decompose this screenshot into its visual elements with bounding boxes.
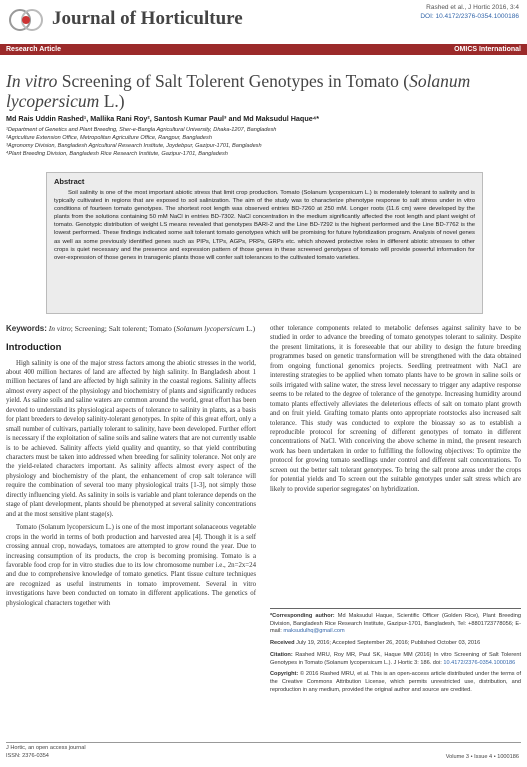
intro-paragraph-3: other tolerance components related to metabolic defenses against salinity have to be studied in order to advance the breeding of tomato genotypes tolerant to salinity. Despite the present limitations, it is foreseeable that our ability to design the future breeding programmes based on genetic transformation will be strengthened with the data obtained from ongoing functional genomics projects. Seedling pretreatment with NaCl are interesting strategies to be applied when tomato plants have to be grown in saline soils or soils irrigated with saline water, the stress level necessary to trigger any adaptive response seems to be related to the degree of tolerance of the genotype. Increasing humidity around tomato plants effectively alleviates the deleterious effects of salt on tomato plant growth and on fruit yield. Grafting tomato plants onto appropriate rootstocks also increased salt tolerance. This study was conducted to explore the bioassay so as to establish a reproducible protocol for screening of different genotypes of tomato in different concentrations of NaCl. With conceiving the above scheme in mind, the present research work has been undertaken in order to fulfilling the following objectives: To optimize the protocol for growing tomato seedlings under control and different salt concentrations. To screen out the better salt tolerant genotypes. To bring the salt prone areas under the crops for potential yields and To screen out the suitable genotypes under salt stress which are likely to provide superior segregates' on hybridization. (270, 325, 521, 493)
corr-text: Md Maksudul Haque, Scientific Officer (Golden Rice), Plant Breeding Division, Bangladesh Rice Research Institute, Gazipur-1701, Bangladesh, Tel: +8801723778056; E-mail: (270, 613, 521, 635)
abstract-heading: Abstract (54, 177, 85, 186)
copyright-text: © 2016 Rashed MRU, et al. This is an open-access article distributed under the terms of the Creative Commons Attribution License, which permits unrestricted use, distribution, and reproduction in any medium, provided the original author and source are credited. (270, 671, 521, 693)
corresponding-author (270, 613, 521, 636)
publisher-label: OMICS International (454, 46, 521, 53)
abstract-text: Soil salinity is one of the most important abiotic stress that limit crop production. Tomato (Solanum lycopersicum L.) is moderately tolerant to salinity and is typically cultivated in regions that are exposed to soil salinization. The aim of the study was to characterize phenotype response to salt stress under in vitro conditions of fourteen tomato genotypes. The shortest root length was observed entries BD-7260 at 250 mM. Longer roots (11.6 cm) were developed by the plants from the solutions containing 50 mM NaCl in entries BD-7302. NaCl concentration in the medium significantly affected the root length and plant weight of tomato. Genotypic distribution of weight LS means revealed that genotypes BARI-2 and the Line BD-7292 is the highest performed and the Line BD-7762 is the lowest performed. These findings indicated some salt tolerant tomato genotypes which will be promising for future hybridization program. Analysis of novel genes as well as some previously identified genes such as PIPs, LTPs, AGPs, PRPs, GRPs etc. which showed protective roles in different abiotic stresses to other crops is quiet necessary and the presence and expression pattern of those genes in these screened genotypes of tomato will provide powerful information for over-expression of those genes in transgenic plants those will confer salt tolerances to the cultivated tomato varieties. (54, 190, 475, 261)
corr-email-link[interactable]: maksudulhq@gmail.com (283, 628, 345, 635)
header-citation (420, 3, 519, 21)
footer-divider (6, 742, 521, 743)
title-end: L.) (99, 91, 125, 111)
citation-text: Rashed MRU, Roy MR, Paul SK, Haque MM (2016) In vitro Screening of Salt Tolerent Genotypes in Tomato (Solanum lycopersicum L.). J Hortic 3: 186. doi: (270, 651, 521, 666)
citation-label: Citation: (270, 651, 293, 658)
left-column (6, 324, 256, 612)
abstract-box (46, 172, 483, 314)
journal-title: Journal of Horticulture (52, 8, 243, 29)
received-text: July 19, 2016; Accepted September 26, 2016; Published October 03, 2016 (294, 640, 481, 647)
doi-link[interactable]: DOI: 10.4172/2376-0354.1000186 (420, 13, 519, 20)
title-species: Solanum lycopersicum (6, 71, 471, 111)
footer-volume: Volume 3 • Issue 4 • 1000186 (445, 754, 519, 760)
keywords-species: Solanum lycopersicum (176, 324, 245, 333)
received-dates (270, 640, 521, 648)
received-label: Received (270, 640, 295, 647)
article-type-bar (0, 44, 527, 55)
citation-line: Rashed et al., J Hortic 2016, 3:4 (426, 4, 519, 11)
keywords-end: L.) (244, 324, 256, 333)
footer-issn: ISSN: 2376-0354 (6, 752, 49, 759)
affiliation-2: ²Agriculture Extension Office, Metropolitan Agriculture Office, Rangpur, Bangladesh (6, 135, 212, 141)
authors: Md Rais Uddin Rashed¹, Mallika Rani Roy², Santosh Kumar Paul³ and Md Maksudul Haque⁴* (6, 114, 320, 123)
citation (270, 652, 521, 667)
intro-paragraph-1: High salinity is one of the major stress factors among the abiotic stresses in the world, about 400 million hectares of land are affected by high salinity. In Bangladesh about 1 million hectares of land are affected by high salinity in the coastal regions. Salinity affects almost every aspect of the physiology and biochemistry of plants and significantly reduces yield. As saline soils and saline waters are common around the world, great effort has been devoted to understand its physiological aspects of tolerance to salinity in plants, as a basis for plant breeders to develop salinity-tolerant genotypes. In spite of this great effort, only a small number of cultivars, partially tolerant to salinity, have been developed. Further effort is necessary if the exploitation of saline soils and saline waters that are not currently usable is to be achieved. Salinity affects yield quality and quantity, so that yield contributing characters must be taken into addressed when breeding for salinity tolerance. Not only are the yield-related characters important. As salinity affects almost every aspect of the physiology and biochemistry of the plant, the enhancement of crop salt tolerance will require the combination of several too many physiological traits [1-3], not simply those directly influencing yield. As salinity in soils is variable and plant tolerance depends on the stage of plant development, plants should be phenotyped at several salinity concentrations and at the most sensitive plant stage(s). (6, 359, 256, 518)
citation-doi-link[interactable]: 10.4172/2376-0354.1000186 (443, 659, 516, 666)
footer-journal: J Hortic, an open access journal (6, 745, 86, 751)
right-column (270, 324, 521, 498)
keywords-text: ; Screening; Salt tolerent; Tomato ( (70, 324, 177, 333)
affiliations (6, 126, 276, 158)
article-title (6, 71, 521, 111)
keywords-label: Keywords: (6, 324, 47, 333)
intro-paragraph-2: Tomato (Solanum lycopersicum L.) is one of the most important solanaceous vegetable crops in the world in terms of both production and harvested area [4]. Though it is a self crossing annual crop, nowadays, tomatoes are attempted to grow round the year. Due to increasing consumption of its products, the crop is becoming promising. Tomato is a favorable food crop for in vitro studies due to its low chromosome number i.e., 2n=2x=24 and due to comprehensive knowledge of tomato genetics. Plant tissue culture techniques are recognized as useful instruments in tomato improvement. Several in vitro investigations have been conducted on tomato in different applications. The genetics of physiological characters together with (6, 524, 256, 607)
correspondence-block (270, 608, 521, 698)
keywords (6, 324, 256, 334)
intro-heading: Introduction (6, 341, 62, 353)
copyright (270, 671, 521, 694)
article-type-label: Research Article (6, 46, 61, 53)
copyright-label: Copyright: (270, 671, 299, 678)
affiliation-1: ¹Department of Genetics and Plant Breeding, Sher-e-Bangla Agricultural University, Dhaka-1207, Bangladesh (6, 127, 277, 133)
title-italic: In vitro (6, 71, 58, 91)
affiliation-4: ⁴Plant Breeding Division, Bangladesh Rice Research Institute, Gazipur-1701, Bangladesh (6, 151, 228, 157)
affiliation-3: ³Agronomy Division, Bangladesh Agricultural Research Institute, Joydebpur, Gazipur-1701, Bangladesh (6, 143, 262, 149)
footer-left (6, 745, 86, 760)
omics-logo-icon (6, 6, 50, 34)
corr-label: *Corresponding author: (270, 613, 335, 619)
keywords-italic: In vitro (48, 324, 71, 333)
title-main: Screening of Salt Tolerent Genotypes in Tomato ( (57, 71, 410, 91)
